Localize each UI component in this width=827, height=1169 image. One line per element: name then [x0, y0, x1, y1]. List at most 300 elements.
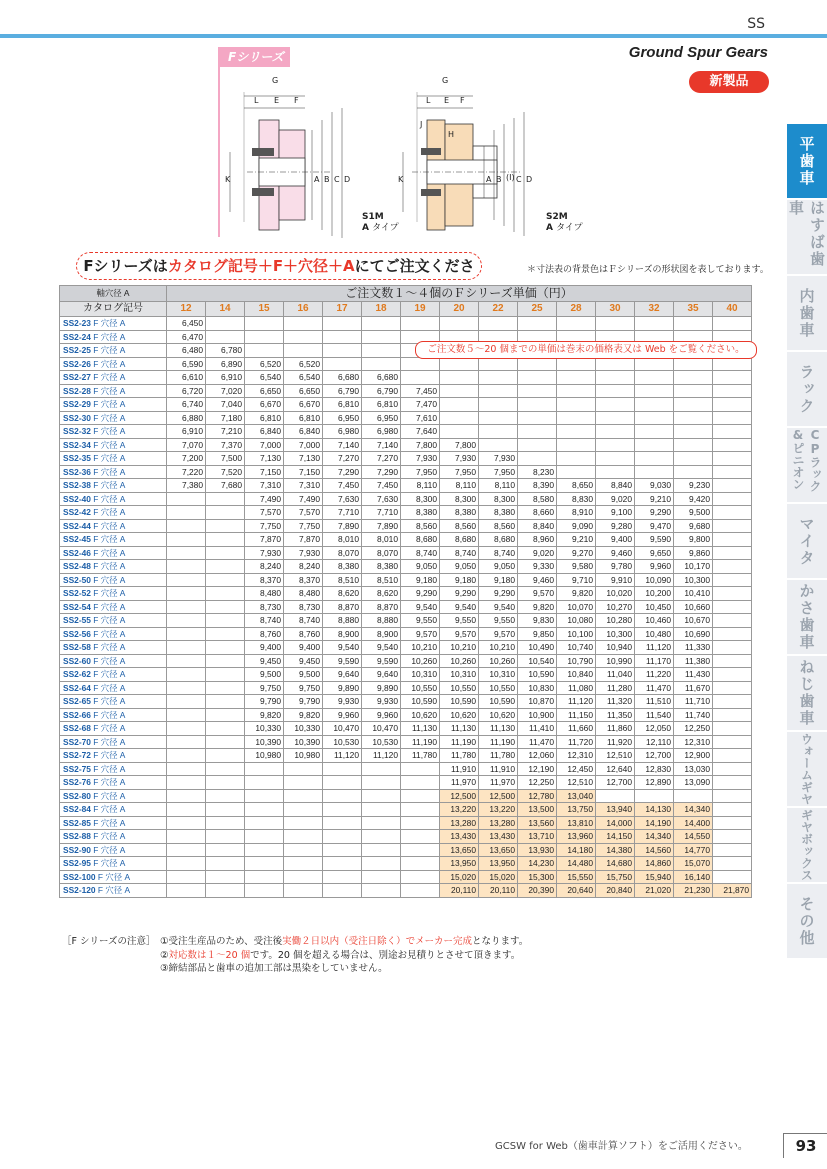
- table-row: [60, 762, 752, 776]
- price-cell: 7,570: [284, 506, 323, 520]
- price-cell: 8,380: [440, 506, 479, 520]
- price-cell: 10,490: [518, 641, 557, 655]
- sidebar-tab[interactable]: ねじ歯車: [787, 656, 827, 732]
- price-cell: 10,620: [479, 708, 518, 722]
- catalog-code: SS2-34 F 穴径 A: [60, 438, 167, 452]
- price-cell: 10,550: [401, 681, 440, 695]
- price-cell: 8,010: [362, 533, 401, 547]
- price-cell: [635, 371, 674, 385]
- price-cell: 7,070: [167, 438, 206, 452]
- catalog-code: SS2-72 F 穴径 A: [60, 749, 167, 763]
- price-cell: 6,810: [245, 411, 284, 425]
- price-cell: [323, 816, 362, 830]
- dim-c2-label: C: [516, 175, 522, 184]
- price-cell: 9,570: [440, 627, 479, 641]
- price-cell: 12,640: [596, 762, 635, 776]
- price-cell: 9,590: [323, 654, 362, 668]
- note-3: ③締結部品と歯車の追加工部は黒染をしていません。: [160, 963, 388, 974]
- price-cell: [362, 357, 401, 371]
- sidebar-tab[interactable]: 平歯車: [787, 124, 827, 200]
- price-cell: 14,230: [518, 857, 557, 871]
- price-cell: 9,910: [596, 573, 635, 587]
- price-cell: 11,130: [401, 722, 440, 736]
- price-cell: 12,510: [557, 776, 596, 790]
- price-cell: 8,510: [362, 573, 401, 587]
- price-cell: 9,640: [362, 668, 401, 682]
- price-cell: [635, 398, 674, 412]
- price-cell: 13,430: [440, 830, 479, 844]
- price-cell: 10,210: [440, 641, 479, 655]
- price-cell: [284, 870, 323, 884]
- price-cell: 10,980: [245, 749, 284, 763]
- price-cell: 10,840: [557, 668, 596, 682]
- price-cell: [206, 330, 245, 344]
- price-cell: 9,650: [635, 546, 674, 560]
- price-cell: [440, 371, 479, 385]
- price-cell: 12,700: [635, 749, 674, 763]
- price-cell: 11,080: [557, 681, 596, 695]
- price-cell: 10,300: [596, 627, 635, 641]
- price-cell: 10,530: [362, 735, 401, 749]
- price-cell: 9,930: [362, 695, 401, 709]
- price-cell: 7,150: [245, 465, 284, 479]
- price-cell: 9,420: [674, 492, 713, 506]
- table-row: [60, 803, 752, 817]
- price-cell: [713, 492, 752, 506]
- price-cell: [206, 803, 245, 817]
- price-cell: [713, 411, 752, 425]
- price-cell: [713, 546, 752, 560]
- price-cell: [362, 762, 401, 776]
- s2m-drawing: [398, 76, 532, 236]
- price-cell: 8,110: [479, 479, 518, 493]
- catalog-code: SS2-100 F 穴径 A: [60, 870, 167, 884]
- price-cell: 8,560: [479, 519, 518, 533]
- page-number: 93: [783, 1133, 827, 1158]
- price-cell: 11,170: [635, 654, 674, 668]
- price-cell: 12,500: [440, 789, 479, 803]
- price-cell: 9,020: [596, 492, 635, 506]
- price-cell: 10,740: [557, 641, 596, 655]
- price-cell: [323, 857, 362, 871]
- price-cell: 11,380: [674, 654, 713, 668]
- table-row: [60, 789, 752, 803]
- price-cell: 7,630: [323, 492, 362, 506]
- price-cell: [557, 425, 596, 439]
- sidebar-tab[interactable]: ウォームギヤ: [787, 732, 827, 808]
- catalog-code: SS2-32 F 穴径 A: [60, 425, 167, 439]
- price-cell: 15,300: [518, 870, 557, 884]
- price-cell: [245, 330, 284, 344]
- price-cell: 9,050: [440, 560, 479, 574]
- price-cell: [206, 735, 245, 749]
- price-cell: 6,840: [245, 425, 284, 439]
- price-cell: 6,950: [323, 411, 362, 425]
- catalog-code: SS2-68 F 穴径 A: [60, 722, 167, 736]
- price-cell: 8,830: [557, 492, 596, 506]
- price-cell: [596, 384, 635, 398]
- price-cell: [635, 384, 674, 398]
- price-cell: 13,650: [440, 843, 479, 857]
- bore-size-row: [60, 302, 752, 317]
- price-cell: [323, 317, 362, 331]
- price-cell: 10,790: [557, 654, 596, 668]
- price-cell: 10,170: [674, 560, 713, 574]
- price-cell: 7,020: [206, 384, 245, 398]
- price-cell: 6,610: [167, 371, 206, 385]
- price-cell: [206, 654, 245, 668]
- price-cell: 8,870: [362, 600, 401, 614]
- catalog-code: SS2-42 F 穴径 A: [60, 506, 167, 520]
- price-cell: [245, 776, 284, 790]
- price-cell: 9,930: [323, 695, 362, 709]
- table-row: [60, 843, 752, 857]
- price-cell: [401, 884, 440, 898]
- price-cell: [167, 735, 206, 749]
- price-cell: [713, 384, 752, 398]
- price-cell: 9,210: [557, 533, 596, 547]
- price-cell: 7,930: [284, 546, 323, 560]
- table-header-row: [60, 286, 752, 302]
- price-cell: [440, 425, 479, 439]
- price-cell: [557, 384, 596, 398]
- price-cell: [206, 492, 245, 506]
- price-cell: 9,540: [440, 600, 479, 614]
- price-cell: 8,730: [245, 600, 284, 614]
- price-cell: 9,790: [245, 695, 284, 709]
- price-cell: [440, 398, 479, 412]
- price-cell: [713, 600, 752, 614]
- price-cell: 10,300: [674, 573, 713, 587]
- price-cell: 10,280: [596, 614, 635, 628]
- price-cell: [362, 870, 401, 884]
- price-cell: 9,210: [635, 492, 674, 506]
- quantity-callout: ご注文数５～20 個までの単価は巻末の価格表又は Web をご覧ください。: [415, 341, 757, 359]
- price-cell: 11,910: [479, 762, 518, 776]
- price-cell: 21,230: [674, 884, 713, 898]
- dim-h-label: H: [448, 130, 455, 139]
- price-cell: [362, 330, 401, 344]
- price-cell: 11,150: [557, 708, 596, 722]
- price-cell: [479, 398, 518, 412]
- price-cell: 12,700: [596, 776, 635, 790]
- price-cell: 11,540: [635, 708, 674, 722]
- price-cell: 11,860: [596, 722, 635, 736]
- price-cell: 11,130: [479, 722, 518, 736]
- price-cell: [479, 425, 518, 439]
- price-cell: 11,970: [479, 776, 518, 790]
- table-row: [60, 398, 752, 412]
- price-cell: 7,270: [362, 452, 401, 466]
- price-cell: [323, 884, 362, 898]
- price-cell: [323, 776, 362, 790]
- price-cell: [440, 411, 479, 425]
- price-cell: 13,710: [518, 830, 557, 844]
- price-cell: [206, 317, 245, 331]
- price-cell: [479, 411, 518, 425]
- sidebar-tab[interactable]: はすば歯車: [787, 200, 827, 276]
- price-cell: 9,790: [284, 695, 323, 709]
- price-cell: 7,610: [401, 411, 440, 425]
- price-cell: 9,750: [284, 681, 323, 695]
- price-cell: [674, 789, 713, 803]
- catalog-code: SS2-23 F 穴径 A: [60, 317, 167, 331]
- catalog-code: SS2-27 F 穴径 A: [60, 371, 167, 385]
- dim-c-label: C: [334, 175, 340, 184]
- price-cell: 7,930: [479, 452, 518, 466]
- price-cell: 13,950: [440, 857, 479, 871]
- price-cell: 14,130: [635, 803, 674, 817]
- price-cell: 9,580: [557, 560, 596, 574]
- price-cell: 7,310: [245, 479, 284, 493]
- price-cell: 14,340: [635, 830, 674, 844]
- price-cell: 8,510: [323, 573, 362, 587]
- price-cell: 12,890: [635, 776, 674, 790]
- price-cell: 7,210: [206, 425, 245, 439]
- price-cell: [713, 843, 752, 857]
- price-cell: [206, 668, 245, 682]
- price-cell: 8,740: [284, 614, 323, 628]
- price-cell: 7,490: [245, 492, 284, 506]
- sidebar-tab[interactable]: マイタ: [787, 504, 827, 580]
- price-cell: 7,000: [284, 438, 323, 452]
- price-cell: 15,070: [674, 857, 713, 871]
- price-cell: 10,460: [635, 614, 674, 628]
- price-cell: 9,050: [479, 560, 518, 574]
- top-rule: [0, 34, 827, 38]
- price-cell: 10,830: [518, 681, 557, 695]
- price-cell: 8,300: [440, 492, 479, 506]
- code-header: カタログ記号: [60, 302, 167, 317]
- price-cell: 7,180: [206, 411, 245, 425]
- price-cell: 9,570: [479, 627, 518, 641]
- table-row: [60, 317, 752, 331]
- price-cell: 20,110: [479, 884, 518, 898]
- bore-size-19: 19: [401, 302, 440, 317]
- price-cell: 11,120: [362, 749, 401, 763]
- price-cell: [479, 357, 518, 371]
- table-row: [60, 573, 752, 587]
- price-cell: [713, 789, 752, 803]
- price-cell: 8,380: [479, 506, 518, 520]
- price-cell: [713, 398, 752, 412]
- price-cell: [362, 317, 401, 331]
- price-cell: [401, 870, 440, 884]
- price-cell: 10,270: [596, 600, 635, 614]
- price-cell: 11,320: [596, 695, 635, 709]
- price-cell: [362, 884, 401, 898]
- table-row: [60, 587, 752, 601]
- dim-g2-label: G: [442, 76, 449, 85]
- price-cell: 9,290: [479, 587, 518, 601]
- price-cell: 9,180: [440, 573, 479, 587]
- price-cell: 8,620: [362, 587, 401, 601]
- price-cell: 7,310: [284, 479, 323, 493]
- price-cell: [713, 681, 752, 695]
- price-cell: 11,510: [635, 695, 674, 709]
- price-cell: 7,570: [245, 506, 284, 520]
- price-cell: 9,820: [245, 708, 284, 722]
- price-cell: 7,040: [206, 398, 245, 412]
- price-cell: [284, 344, 323, 358]
- sidebar-tab[interactable]: ラック: [787, 352, 827, 428]
- catalog-code: SS2-76 F 穴径 A: [60, 776, 167, 790]
- price-cell: 10,540: [518, 654, 557, 668]
- price-cell: 6,590: [167, 357, 206, 371]
- sidebar-tab[interactable]: その他: [787, 884, 827, 960]
- price-cell: [518, 384, 557, 398]
- price-cell: 10,200: [635, 587, 674, 601]
- price-cell: 7,130: [245, 452, 284, 466]
- price-cell: 14,400: [674, 816, 713, 830]
- price-cell: 14,680: [596, 857, 635, 871]
- price-cell: [167, 533, 206, 547]
- price-cell: 6,790: [362, 384, 401, 398]
- price-cell: [713, 614, 752, 628]
- price-cell: 7,370: [206, 438, 245, 452]
- table-row: [60, 884, 752, 898]
- price-cell: 10,590: [401, 695, 440, 709]
- price-cell: [206, 614, 245, 628]
- price-cell: [713, 735, 752, 749]
- price-cell: [206, 816, 245, 830]
- price-cell: 12,060: [518, 749, 557, 763]
- price-cell: 11,970: [440, 776, 479, 790]
- price-cell: [713, 668, 752, 682]
- price-cell: [713, 870, 752, 884]
- bore-size-40: 40: [713, 302, 752, 317]
- price-cell: 15,750: [596, 870, 635, 884]
- price-cell: [206, 627, 245, 641]
- price-cell: [167, 546, 206, 560]
- sidebar-tab[interactable]: CPラック&ピニオン: [787, 428, 827, 504]
- table-row: [60, 870, 752, 884]
- price-cell: 6,980: [362, 425, 401, 439]
- catalog-code: SS2-26 F 穴径 A: [60, 357, 167, 371]
- price-cell: 8,390: [518, 479, 557, 493]
- price-cell: [245, 857, 284, 871]
- price-cell: 6,680: [323, 371, 362, 385]
- price-cell: 6,840: [284, 425, 323, 439]
- price-cell: 10,550: [440, 681, 479, 695]
- table-row: [60, 668, 752, 682]
- price-cell: 6,680: [362, 371, 401, 385]
- price-cell: [674, 411, 713, 425]
- sidebar-tab[interactable]: 内歯車: [787, 276, 827, 352]
- price-cell: 10,470: [362, 722, 401, 736]
- price-cell: 13,810: [557, 816, 596, 830]
- price-cell: [440, 384, 479, 398]
- bore-size-14: 14: [206, 302, 245, 317]
- price-cell: [245, 843, 284, 857]
- catalog-code: SS2-29 F 穴径 A: [60, 398, 167, 412]
- price-cell: 6,450: [167, 317, 206, 331]
- price-cell: [284, 330, 323, 344]
- price-cell: [167, 506, 206, 520]
- f-series-rule: [218, 67, 220, 237]
- price-cell: 8,620: [323, 587, 362, 601]
- price-cell: 13,040: [557, 789, 596, 803]
- price-cell: 11,470: [518, 735, 557, 749]
- price-cell: [713, 708, 752, 722]
- price-cell: 7,450: [323, 479, 362, 493]
- dim-k2-label: K: [398, 175, 404, 184]
- price-cell: 9,550: [440, 614, 479, 628]
- price-cell: 7,130: [284, 452, 323, 466]
- price-cell: 9,590: [635, 533, 674, 547]
- table-row: [60, 384, 752, 398]
- price-cell: 6,540: [245, 371, 284, 385]
- price-cell: [206, 587, 245, 601]
- price-cell: [206, 546, 245, 560]
- price-cell: 10,620: [440, 708, 479, 722]
- price-cell: 10,390: [284, 735, 323, 749]
- price-cell: [713, 371, 752, 385]
- price-cell: 8,650: [557, 479, 596, 493]
- table-row: [60, 830, 752, 844]
- table-row: [60, 614, 752, 628]
- price-cell: 6,890: [206, 357, 245, 371]
- table-row: [60, 722, 752, 736]
- price-cell: 7,950: [479, 465, 518, 479]
- price-cell: 7,200: [167, 452, 206, 466]
- price-cell: 9,450: [284, 654, 323, 668]
- dim-g-label: G: [272, 76, 279, 85]
- notes-title: ［F シリーズの注意］: [62, 936, 156, 947]
- type-s2m-suffix: タイプ: [556, 223, 583, 233]
- price-cell: 14,480: [557, 857, 596, 871]
- price-cell: 10,310: [440, 668, 479, 682]
- table-row: [60, 371, 752, 385]
- price-cell: [596, 317, 635, 331]
- price-cell: 7,890: [323, 519, 362, 533]
- price-cell: 7,750: [284, 519, 323, 533]
- price-cell: 11,040: [596, 668, 635, 682]
- price-cell: [206, 830, 245, 844]
- table-row: [60, 776, 752, 790]
- price-cell: [206, 695, 245, 709]
- price-cell: 13,950: [479, 857, 518, 871]
- price-cell: 14,560: [635, 843, 674, 857]
- price-cell: 11,780: [401, 749, 440, 763]
- price-cell: [284, 789, 323, 803]
- price-cell: 9,750: [245, 681, 284, 695]
- order-instruction: [76, 252, 482, 280]
- sidebar-tab[interactable]: ギヤボックス: [787, 808, 827, 884]
- price-cell: 10,450: [635, 600, 674, 614]
- price-cell: 9,460: [596, 546, 635, 560]
- price-cell: [206, 560, 245, 574]
- price-cell: [713, 627, 752, 641]
- price-cell: 11,120: [635, 641, 674, 655]
- price-cell: [635, 465, 674, 479]
- price-cell: 7,870: [245, 533, 284, 547]
- price-cell: 10,390: [245, 735, 284, 749]
- price-cell: 9,780: [596, 560, 635, 574]
- bore-size-15: 15: [245, 302, 284, 317]
- bore-size-20: 20: [440, 302, 479, 317]
- table-row: [60, 857, 752, 871]
- price-cell: 9,890: [362, 681, 401, 695]
- price-cell: 6,780: [206, 344, 245, 358]
- sidebar-tab[interactable]: かさ歯車: [787, 580, 827, 656]
- price-cell: [674, 438, 713, 452]
- price-cell: 9,960: [323, 708, 362, 722]
- price-cell: [167, 722, 206, 736]
- price-cell: 13,650: [479, 843, 518, 857]
- price-cell: 9,090: [557, 519, 596, 533]
- dim-f-label: F: [294, 96, 299, 105]
